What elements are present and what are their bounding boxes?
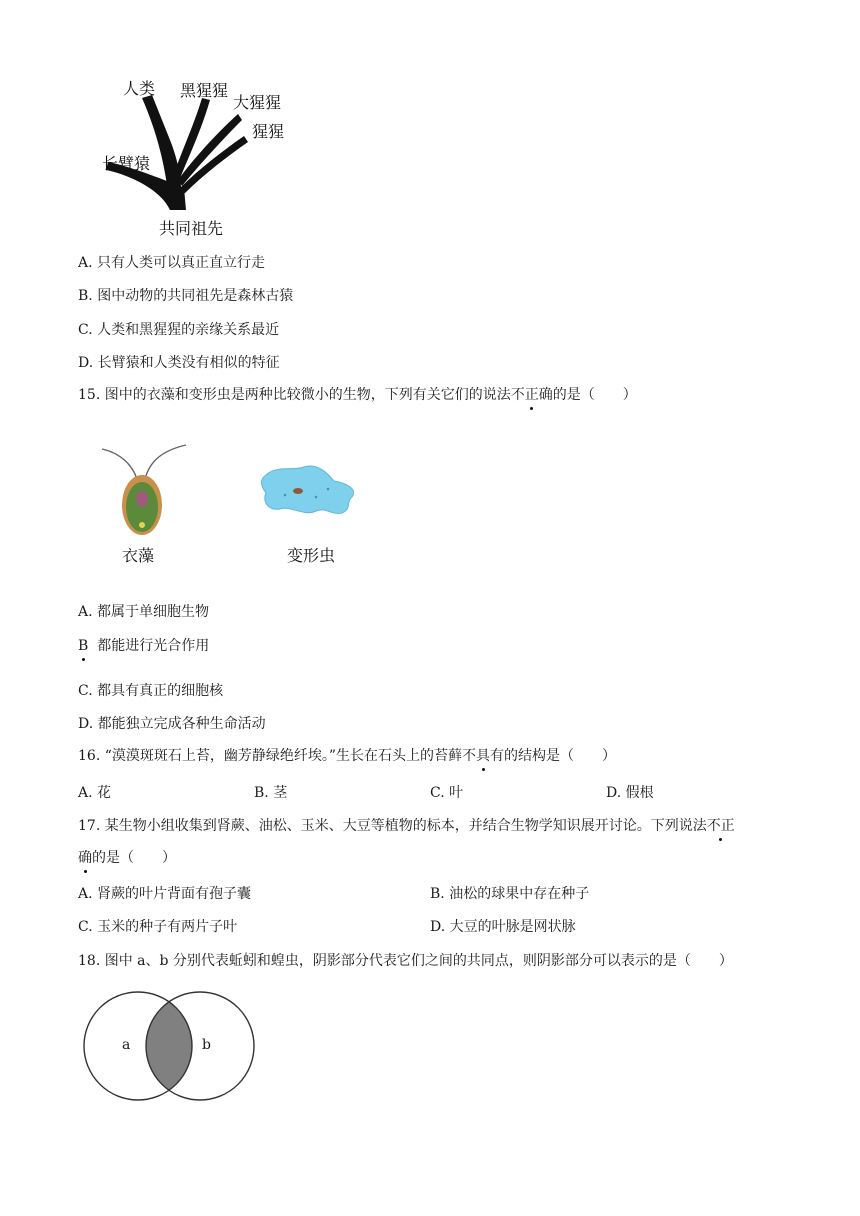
option-letter: A. (78, 255, 93, 271)
question-number: 16. (78, 748, 101, 764)
option-text: 只有人类可以真正直立行走 (97, 255, 266, 271)
option-text: 肾蕨的叶片背面有孢子囊 (97, 886, 252, 902)
q15-figure (90, 435, 380, 575)
venn-circles (80, 990, 260, 1102)
option-text: 花 (97, 785, 112, 801)
q14-option-b (78, 286, 293, 306)
venn-label-b: b (202, 1037, 211, 1053)
q15-stem (78, 385, 637, 405)
option-letter: A. (78, 785, 93, 801)
option-letter: B. (78, 288, 93, 304)
stem-text: 图中的衣藻和变形虫是两种比较微小的生物，下列有关它们的说法 (104, 387, 511, 403)
stem-text-after: 的是（ ） (552, 387, 637, 403)
option-text: 都具有真正的细胞核 (97, 683, 224, 699)
tree-label-chimpanzee: 黑猩猩 (180, 81, 229, 100)
q14-option-a (78, 253, 265, 273)
option-letter: B. (254, 785, 269, 801)
option-letter: D. (606, 785, 622, 801)
tree-label-gibbon: 长臂猿 (102, 154, 151, 173)
q18-stem (78, 951, 733, 971)
q14-option-d (78, 353, 280, 373)
option-letter: D. (78, 716, 94, 732)
option-text: 都能独立完成各种生命活动 (97, 716, 266, 732)
option-letter: A. (78, 604, 93, 620)
q16-option-c (430, 783, 463, 803)
q14-option-c (78, 320, 279, 340)
figure-label-chlamydomonas: 衣藻 (122, 546, 155, 565)
emphasis-text: 确 (78, 850, 92, 866)
stem-text: “漠漠斑斑石上苔，幽芳静绿绝纤埃。”生长在石头上的苔藓 (104, 748, 463, 764)
option-letter: B. (430, 886, 445, 902)
q17-stem-line1 (78, 816, 735, 836)
q17-option-d (430, 917, 576, 937)
q16-stem (78, 746, 616, 766)
option-letter: D. (78, 355, 94, 371)
q16-option-d (606, 783, 654, 803)
option-text: 油松的球果中存在种子 (449, 886, 590, 902)
q17-option-c (78, 917, 237, 937)
venn-diagram (80, 990, 260, 1102)
tree-label-human: 人类 (123, 79, 156, 98)
emphasis-text: 不正 (706, 818, 735, 834)
option-letter: C. (430, 785, 445, 801)
option-letter: C. (78, 683, 93, 699)
question-number: 17. (78, 818, 101, 834)
option-text: 假根 (625, 785, 654, 801)
option-letter: C. (78, 919, 93, 935)
option-text: 都能进行光合作用 (97, 638, 210, 654)
option-text: 大豆的叶脉是网状脉 (449, 919, 576, 935)
option-text: 茎 (273, 785, 288, 801)
question-number: 15. (78, 387, 101, 403)
option-text: 玉米的种子有两片子叶 (97, 919, 238, 935)
tree-label-common-ancestor: 共同祖先 (159, 219, 224, 238)
stem-text-after: 的结构是（ ） (504, 748, 617, 764)
emphasis-text: 不具有 (462, 748, 505, 764)
stem-text-after: 的是（ ） (92, 850, 176, 866)
q16-option-a (78, 783, 111, 803)
venn-label-a: a (122, 1037, 131, 1053)
option-text: 叶 (449, 785, 464, 801)
option-text: 长臂猿和人类没有相似的特征 (97, 355, 280, 371)
q15-option-a (78, 602, 209, 622)
tree-label-gorilla: 大猩猩 (233, 93, 282, 112)
option-text: 图中动物的共同祖先是森林古猿 (97, 288, 294, 304)
option-letter: D. (430, 919, 446, 935)
figure-label-amoeba: 变形虫 (287, 546, 336, 565)
phylogenetic-tree-figure (90, 70, 310, 245)
option-text: 都属于单细胞生物 (97, 604, 210, 620)
q15-organisms-drawing (90, 435, 380, 545)
q15-option-d (78, 714, 266, 734)
q15-option-c (78, 681, 223, 701)
option-text: 人类和黑猩猩的亲缘关系最近 (97, 322, 280, 338)
q16-option-b (254, 783, 287, 803)
question-number: 18. (78, 953, 101, 969)
tree-label-orangutan: 猩猩 (252, 122, 285, 141)
stem-text: 图中 a、b 分别代表蚯蚓和蝗虫，阴影部分代表它们之间的共同点，则阴影部分可以表示的是（ ） (104, 953, 733, 969)
stem-text: 某生物小组收集到肾蕨、油松、玉米、大豆等植物的标本，并结合生物学知识展开讨论。下列说法 (104, 818, 707, 834)
emphasis-text: 不正确 (510, 387, 553, 403)
q17-stem-line2 (78, 848, 176, 868)
q17-option-b (430, 884, 589, 904)
q15-option-b (78, 636, 209, 656)
option-letter: C. (78, 322, 93, 338)
option-letter: A. (78, 886, 93, 902)
q17-option-a (78, 884, 251, 904)
option-letter: B (78, 638, 89, 654)
